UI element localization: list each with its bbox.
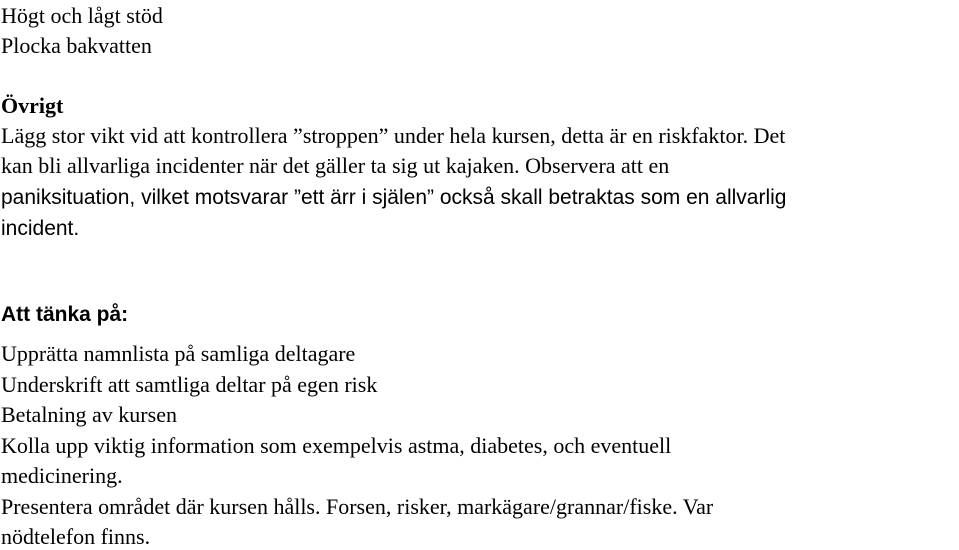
text-line-hogt-lagt-stod: Högt och lågt stöd [1,3,163,28]
list-line: Upprätta namnlista på samliga deltagare [1,341,356,366]
list-line: Kolla upp viktig information som exempelvis astma, diabetes, och eventuell [1,433,672,458]
paragraph-line: paniksituation, vilket motsvarar ”ett ärr i själen” också skall betraktas som en allvarlig [1,186,787,209]
section-heading-att-tanka-pa: Att tänka på: [1,303,129,326]
paragraph-line: Lägg stor vikt vid att kontrollera ”stroppen” under hela kursen, detta är en riskfaktor. Det [1,123,786,148]
list-line: medicinering. [1,463,123,488]
section-heading-ovrigt: Övrigt [1,93,64,118]
list-line: nödtelefon finns. [1,524,151,549]
list-line: Underskrift att samtliga deltar på egen risk [1,372,378,397]
list-line: Betalning av kursen [1,402,177,427]
text-line-plocka-bakvatten: Plocka bakvatten [1,33,152,58]
list-line: Presentera området där kursen hålls. Forsen, risker, markägare/grannar/fiske. Var [1,494,714,519]
paragraph-line: incident. [1,217,80,240]
paragraph-line: kan bli allvarliga incidenter när det gäller ta sig ut kajaken. Observera att en [1,153,670,178]
